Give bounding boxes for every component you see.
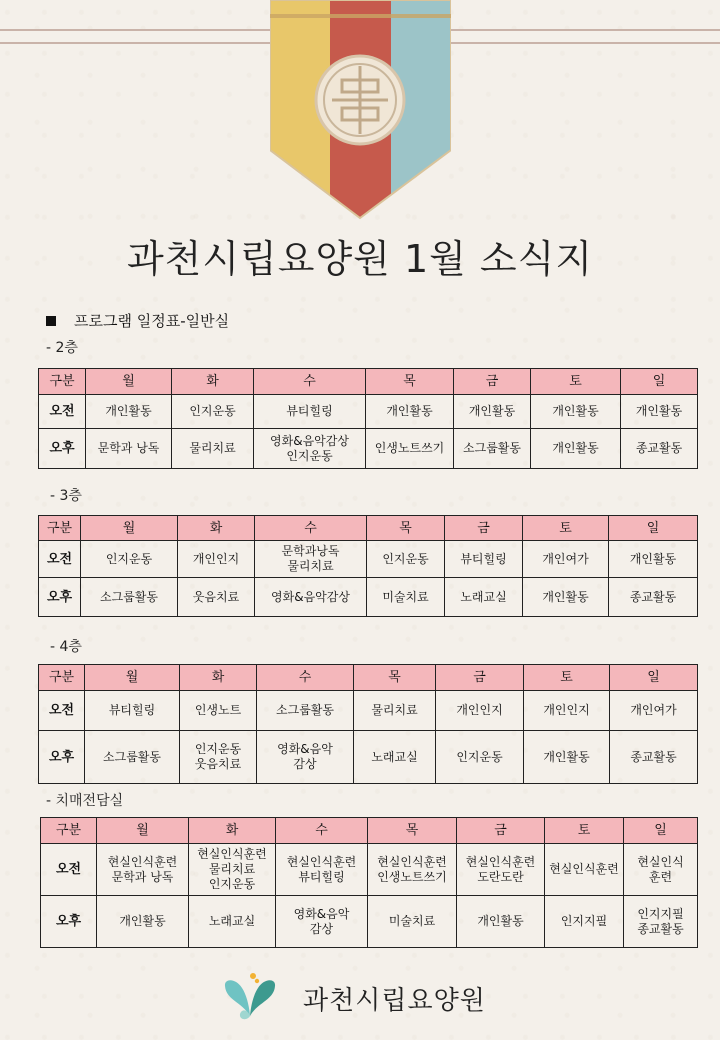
activity-cell: 문학과 낭독 bbox=[86, 429, 172, 469]
header-cell: 일 bbox=[610, 665, 698, 691]
activity-cell: 인지지필 종교활동 bbox=[624, 896, 698, 948]
activity-cell: 소그룹활동 bbox=[81, 578, 178, 617]
activity-cell: 개인여가 bbox=[610, 691, 698, 731]
activity-cell: 개인활동 bbox=[454, 395, 531, 429]
schedule-table bbox=[38, 664, 698, 784]
activity-cell: 영화&음악 감상 bbox=[276, 896, 368, 948]
table-row bbox=[41, 896, 698, 948]
header-cell: 목 bbox=[354, 665, 436, 691]
butterfly-logo-icon bbox=[222, 972, 278, 1022]
header-cell: 수 bbox=[276, 818, 368, 844]
header-cell: 일 bbox=[621, 369, 698, 395]
activity-cell: 인지지필 bbox=[545, 896, 624, 948]
activity-cell: 노래교실 bbox=[189, 896, 276, 948]
header-cell: 금 bbox=[436, 665, 524, 691]
header-cell: 목 bbox=[368, 818, 457, 844]
activity-cell: 현실인식훈련 뷰티힐링 bbox=[276, 844, 368, 896]
activity-cell: 개인활동 bbox=[366, 395, 454, 429]
activity-cell: 개인인지 bbox=[178, 541, 255, 578]
activity-cell: 현실인식훈련 인생노트쓰기 bbox=[368, 844, 457, 896]
activity-cell: 영화&음악감상 인지운동 bbox=[254, 429, 366, 469]
activity-cell: 인생노트 bbox=[180, 691, 257, 731]
activity-cell: 현실인식훈련 도란도란 bbox=[457, 844, 545, 896]
activity-cell: 뷰티힐링 bbox=[85, 691, 180, 731]
table-row bbox=[39, 429, 698, 469]
activity-cell: 노래교실 bbox=[445, 578, 523, 617]
header-cell: 토 bbox=[531, 369, 621, 395]
footer-organization-name: 과천시립요양원 bbox=[303, 986, 486, 1016]
activity-cell: 웃음치료 bbox=[178, 578, 255, 617]
header-cell: 월 bbox=[81, 516, 178, 541]
activity-cell: 개인활동 bbox=[457, 896, 545, 948]
schedule-table bbox=[38, 515, 698, 617]
activity-cell: 물리치료 bbox=[172, 429, 254, 469]
section-heading bbox=[46, 310, 229, 331]
header-cell: 화 bbox=[178, 516, 255, 541]
activity-cell: 개인활동 bbox=[523, 578, 609, 617]
table-header-row bbox=[39, 369, 698, 395]
activity-cell: 현실인식 훈련 bbox=[624, 844, 698, 896]
page-title: 과천시립요양원 1월 소식지 bbox=[126, 237, 594, 281]
header-cell: 일 bbox=[609, 516, 698, 541]
activity-cell: 개인인지 bbox=[436, 691, 524, 731]
time-slot-label: 오후 bbox=[39, 578, 81, 617]
header-cell: 금 bbox=[454, 369, 531, 395]
activity-cell: 뷰티힐링 bbox=[254, 395, 366, 429]
table-row bbox=[39, 395, 698, 429]
header-cell: 월 bbox=[85, 665, 180, 691]
activity-cell: 뷰티힐링 bbox=[445, 541, 523, 578]
activity-cell: 현실인식훈련 물리치료 인지운동 bbox=[189, 844, 276, 896]
header-cell: 화 bbox=[189, 818, 276, 844]
schedule-table bbox=[40, 817, 698, 948]
time-slot-label: 오전 bbox=[41, 844, 97, 896]
header-cell: 화 bbox=[172, 369, 254, 395]
table-header-row bbox=[41, 818, 698, 844]
time-slot-label: 오전 bbox=[39, 541, 81, 578]
header-cell: 토 bbox=[545, 818, 624, 844]
header-cell: 구분 bbox=[39, 369, 86, 395]
header-cell: 월 bbox=[97, 818, 189, 844]
activity-cell: 미술치료 bbox=[367, 578, 445, 617]
floor-label: - 2층 bbox=[46, 340, 78, 356]
time-slot-label: 오전 bbox=[39, 395, 86, 429]
activity-cell: 미술치료 bbox=[368, 896, 457, 948]
time-slot-label: 오전 bbox=[39, 691, 85, 731]
header-cell: 목 bbox=[366, 369, 454, 395]
header-cell: 목 bbox=[367, 516, 445, 541]
activity-cell: 물리치료 bbox=[354, 691, 436, 731]
activity-cell: 개인활동 bbox=[524, 731, 610, 784]
activity-cell: 개인인지 bbox=[524, 691, 610, 731]
activity-cell: 개인활동 bbox=[609, 541, 698, 578]
header-cell: 구분 bbox=[39, 665, 85, 691]
table-row bbox=[41, 844, 698, 896]
header-cell: 금 bbox=[457, 818, 545, 844]
table-row bbox=[39, 691, 698, 731]
activity-cell: 개인활동 bbox=[531, 395, 621, 429]
header-cell: 토 bbox=[524, 665, 610, 691]
activity-cell: 인지운동 bbox=[436, 731, 524, 784]
activity-cell: 개인활동 bbox=[86, 395, 172, 429]
activity-cell: 개인활동 bbox=[531, 429, 621, 469]
activity-cell: 인지운동 bbox=[172, 395, 254, 429]
table-header-row bbox=[39, 516, 698, 541]
activity-cell: 소그룹활동 bbox=[454, 429, 531, 469]
header-cell: 일 bbox=[624, 818, 698, 844]
header-cell: 화 bbox=[180, 665, 257, 691]
table-row bbox=[39, 578, 698, 617]
bullet-square-icon bbox=[46, 316, 56, 326]
header-cell: 월 bbox=[86, 369, 172, 395]
activity-cell: 현실인식훈련 bbox=[545, 844, 624, 896]
header-cell: 토 bbox=[523, 516, 609, 541]
activity-cell: 개인활동 bbox=[621, 395, 698, 429]
activity-cell: 종교활동 bbox=[610, 731, 698, 784]
header-cell: 수 bbox=[255, 516, 367, 541]
activity-cell: 인지운동 웃음치료 bbox=[180, 731, 257, 784]
activity-cell: 종교활동 bbox=[609, 578, 698, 617]
activity-cell: 노래교실 bbox=[354, 731, 436, 784]
table-row bbox=[39, 731, 698, 784]
activity-cell: 소그룹활동 bbox=[85, 731, 180, 784]
activity-cell: 종교활동 bbox=[621, 429, 698, 469]
time-slot-label: 오후 bbox=[39, 731, 85, 784]
activity-cell: 현실인식훈련 문학과 낭독 bbox=[97, 844, 189, 896]
activity-cell: 개인여가 bbox=[523, 541, 609, 578]
header-cell: 구분 bbox=[41, 818, 97, 844]
activity-cell: 개인활동 bbox=[97, 896, 189, 948]
time-slot-label: 오후 bbox=[41, 896, 97, 948]
header-cell: 수 bbox=[254, 369, 366, 395]
time-slot-label: 오후 bbox=[39, 429, 86, 469]
section-heading-text: 프로그램 일정표-일반실 bbox=[74, 312, 230, 330]
activity-cell: 문학과낭독 물리치료 bbox=[255, 541, 367, 578]
activity-cell: 소그룹활동 bbox=[257, 691, 354, 731]
floor-label: - 치매전담실 bbox=[46, 793, 124, 809]
floor-label: - 4층 bbox=[50, 639, 82, 655]
activity-cell: 인지운동 bbox=[367, 541, 445, 578]
header-cell: 금 bbox=[445, 516, 523, 541]
pennant-banner-emblem bbox=[270, 0, 451, 220]
floor-label: - 3층 bbox=[50, 488, 82, 504]
table-row bbox=[39, 541, 698, 578]
header-cell: 수 bbox=[257, 665, 354, 691]
activity-cell: 인지운동 bbox=[81, 541, 178, 578]
table-header-row bbox=[39, 665, 698, 691]
activity-cell: 영화&음악감상 bbox=[255, 578, 367, 617]
header-cell: 구분 bbox=[39, 516, 81, 541]
activity-cell: 영화&음악 감상 bbox=[257, 731, 354, 784]
schedule-table bbox=[38, 368, 698, 469]
activity-cell: 인생노트쓰기 bbox=[366, 429, 454, 469]
